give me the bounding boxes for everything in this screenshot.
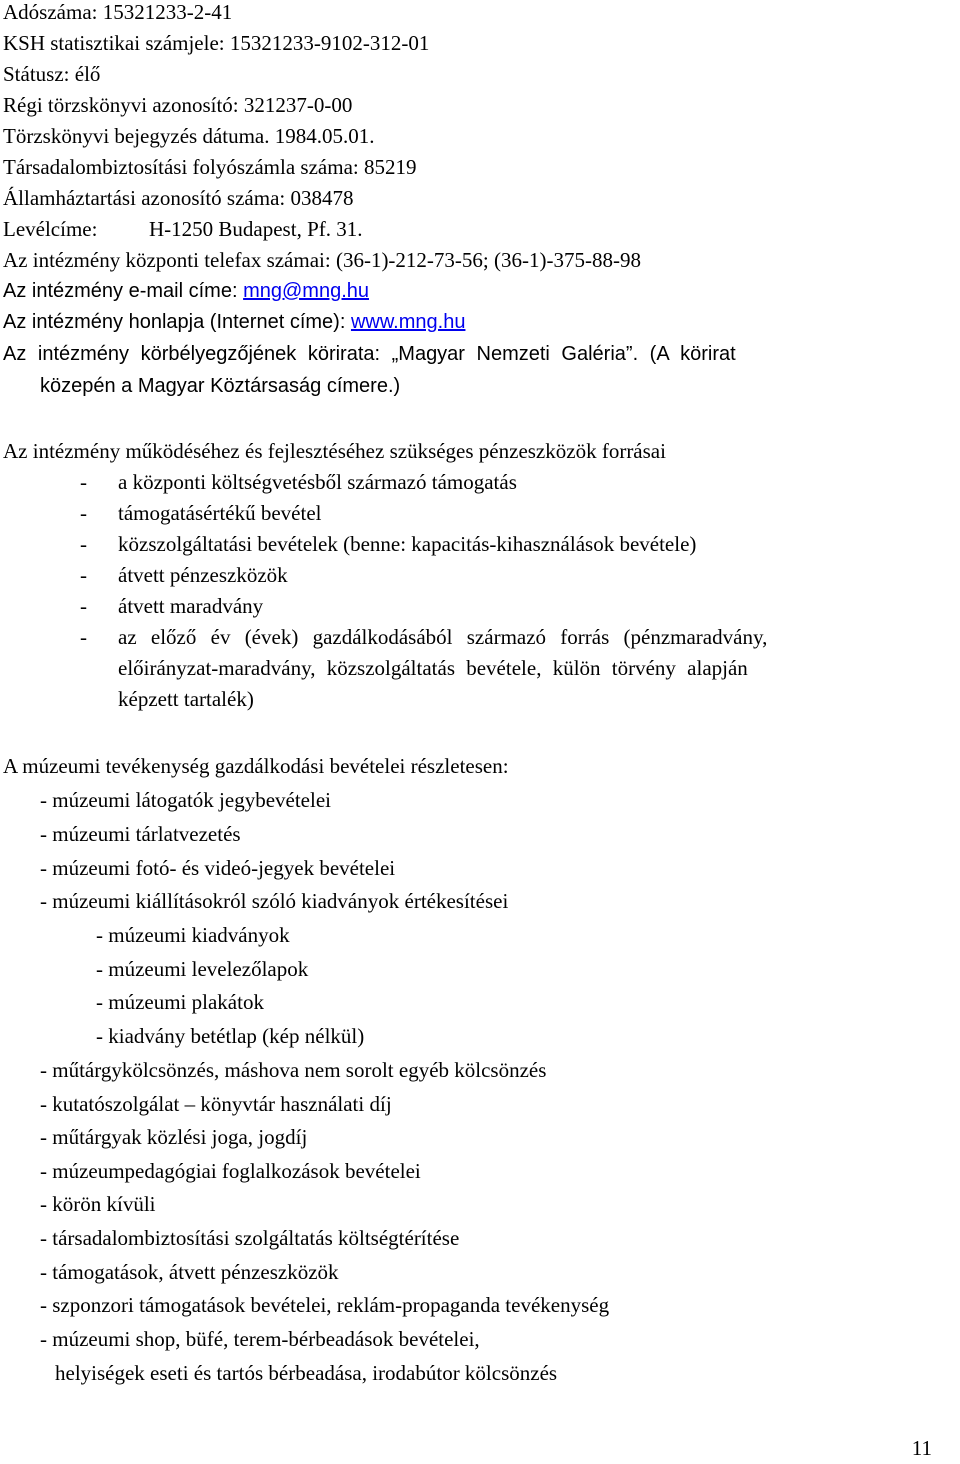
treasury-id: Államháztartási azonosító száma: 038478 — [3, 186, 354, 210]
funding-item-text: a központi költségvetésből származó támogatás — [118, 470, 517, 494]
fax-line: Az intézmény központi telefax számai: (36-1)-212-73-56; (36-1)-375-88-98 — [3, 248, 641, 272]
funding-item — [80, 501, 957, 526]
revenue-item: - múzeumi látogatók jegybevételei — [40, 788, 331, 812]
revenues-heading: A múzeumi tevékenység gazdálkodási bevételei részletesen: — [3, 754, 509, 778]
funding-item-text: támogatásértékű bevétel — [118, 501, 322, 525]
funding-item-last-line-3: képzett tartalék) — [118, 687, 254, 711]
tax-number: Adószáma: 15321233-2-41 — [3, 0, 233, 24]
funding-item — [80, 563, 957, 588]
list-dash: - — [80, 594, 87, 618]
revenue-item: - támogatások, átvett pénzeszközök — [40, 1260, 339, 1284]
revenue-item: - múzeumpedagógiai foglalkozások bevételei — [40, 1159, 421, 1183]
list-dash: - — [80, 625, 87, 649]
page-number: 11 — [911, 1436, 932, 1460]
revenue-item: - műtárgykölcsönzés, máshova nem sorolt egyéb kölcsönzés — [40, 1058, 547, 1082]
revenue-item: - szponzori támogatások bevételei, reklám-propaganda tevékenység — [40, 1293, 610, 1317]
funding-item-text: közszolgáltatási bevételek (benne: kapacitás-kihasználások bevétele) — [118, 532, 697, 556]
revenue-item: - társadalombiztosítási szolgáltatás költségtérítése — [40, 1226, 460, 1250]
revenue-item: - körön kívüli — [40, 1192, 156, 1216]
funding-item — [80, 532, 957, 557]
funding-item-text: átvett maradvány — [118, 594, 264, 618]
social-security-account: Társadalombiztosítási folyószámla száma: 85219 — [3, 155, 417, 179]
stamp-text-1: Az intézmény körbélyegzőjének körirata: „Magyar Nemzeti Galéria”. (A körirat — [3, 343, 736, 365]
funding-item-last — [80, 625, 957, 650]
status-line: Státusz: élő — [3, 62, 101, 86]
register-date: Törzskönyvi bejegyzés dátuma. 1984.05.01. — [3, 124, 375, 148]
revenue-item: - kutatószolgálat – könyvtár használati díj — [40, 1092, 392, 1116]
postal-address — [3, 217, 957, 242]
funding-item — [80, 594, 957, 619]
revenue-item: - műtárgyak közlési joga, jogdíj — [40, 1125, 308, 1149]
funding-item-text: előirányzat-maradvány, közszolgáltatás bevétele, külön törvény alapján — [118, 656, 748, 680]
postal-value: H-1250 Budapest, Pf. 31. — [149, 217, 363, 241]
old-register-id: Régi törzskönyvi azonosító: 321237-0-00 — [3, 93, 353, 117]
funding-item-last-line-2 — [118, 656, 957, 681]
ksh-number: KSH statisztikai számjele: 15321233-9102-312-01 — [3, 31, 430, 55]
revenue-sub-item: - múzeumi kiadványok — [96, 923, 290, 947]
funding-heading: Az intézmény működéséhez és fejlesztéséhez szükséges pénzeszközök forrásai — [3, 439, 666, 463]
list-dash: - — [80, 563, 87, 587]
revenue-item: - múzeumi fotó- és videó-jegyek bevételei — [40, 856, 396, 880]
stamp-line-1 — [3, 342, 957, 367]
website-line — [3, 310, 957, 335]
funding-item-text: átvett pénzeszközök — [118, 563, 288, 587]
email-label: Az intézmény e-mail címe: — [3, 280, 244, 302]
funding-item — [80, 470, 957, 495]
list-dash: - — [80, 532, 87, 556]
revenue-item: - múzeumi shop, büfé, terem-bérbeadások bevételei, — [40, 1327, 480, 1351]
stamp-line-2: közepén a Magyar Köztársaság címere.) — [40, 375, 401, 397]
funding-item-text: az előző év (évek) gazdálkodásából származó forrás (pénzmaradvány, — [118, 625, 768, 649]
revenue-sub-item: - múzeumi levelezőlapok — [96, 957, 309, 981]
postal-label: Levélcíme: — [3, 217, 98, 241]
email-line — [3, 279, 957, 304]
email-link[interactable]: mng@mng.hu — [243, 280, 369, 302]
revenue-sub-item: - múzeumi plakátok — [96, 990, 264, 1014]
list-dash: - — [80, 501, 87, 525]
revenue-item: - múzeumi tárlatvezetés — [40, 822, 241, 846]
list-dash: - — [80, 470, 87, 494]
revenue-item: - múzeumi kiállításokról szóló kiadványok értékesítései — [40, 889, 509, 913]
revenue-item-continuation: helyiségek eseti és tartós bérbeadása, irodabútor kölcsönzés — [55, 1361, 558, 1385]
website-link[interactable]: www.mng.hu — [350, 311, 466, 333]
website-label: Az intézmény honlapja (Internet címe): — [3, 311, 351, 333]
revenue-sub-item: - kiadvány betétlap (kép nélkül) — [96, 1024, 365, 1048]
